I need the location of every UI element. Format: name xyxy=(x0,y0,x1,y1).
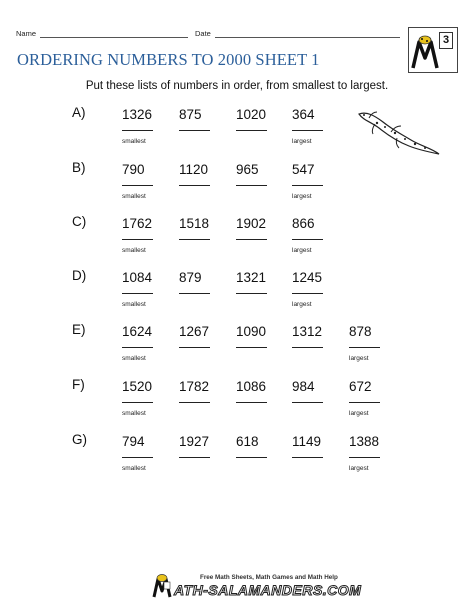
number-cell: 1518 xyxy=(179,216,210,231)
answer-blank[interactable] xyxy=(179,402,210,403)
answer-blank[interactable] xyxy=(236,457,267,458)
number-cell: 866 xyxy=(292,216,315,231)
number-cell: 1927 xyxy=(179,434,210,449)
number-cell: 1086 xyxy=(236,379,267,394)
number-cell: 1312 xyxy=(292,324,323,339)
instruction-text: Put these lists of numbers in order, from smallest to largest. xyxy=(85,80,389,92)
number-cell: 1388 xyxy=(349,434,380,449)
smallest-label: smallest xyxy=(122,301,146,308)
smallest-label: smallest xyxy=(122,355,146,362)
number-cell: 879 xyxy=(179,270,202,285)
row-label: B) xyxy=(72,160,86,175)
number-cell: 1520 xyxy=(122,379,153,394)
answer-blank[interactable] xyxy=(122,185,153,186)
answer-blank[interactable] xyxy=(236,347,267,348)
largest-label: largest xyxy=(349,355,369,362)
grade-number: 3 xyxy=(439,32,453,49)
problem-row-d xyxy=(0,270,474,322)
number-cell: 794 xyxy=(122,434,145,449)
number-cell: 875 xyxy=(179,107,202,122)
largest-label: largest xyxy=(349,465,369,472)
number-cell: 1321 xyxy=(236,270,267,285)
answer-blank[interactable] xyxy=(122,239,153,240)
number-cell: 1120 xyxy=(179,162,209,177)
answer-blank[interactable] xyxy=(349,402,380,403)
problem-row-c xyxy=(0,216,474,268)
answer-blank[interactable] xyxy=(179,293,210,294)
answer-blank[interactable] xyxy=(236,293,267,294)
answer-blank[interactable] xyxy=(349,347,380,348)
answer-blank[interactable] xyxy=(292,293,323,294)
smallest-label: smallest xyxy=(122,465,146,472)
largest-label: largest xyxy=(292,193,312,200)
number-cell: 1090 xyxy=(236,324,267,339)
number-cell: 672 xyxy=(349,379,372,394)
answer-blank[interactable] xyxy=(292,130,323,131)
answer-blank[interactable] xyxy=(122,130,153,131)
number-cell: 790 xyxy=(122,162,145,177)
worksheet-title: ORDERING NUMBERS TO 2000 SHEET 1 xyxy=(17,50,320,69)
grade-logo xyxy=(408,27,458,73)
largest-label: largest xyxy=(292,138,312,145)
largest-label: largest xyxy=(292,301,312,308)
answer-blank[interactable] xyxy=(292,457,323,458)
problem-row-a xyxy=(0,107,474,159)
answer-blank[interactable] xyxy=(179,347,210,348)
answer-blank[interactable] xyxy=(292,347,323,348)
footer-tagline: Free Math Sheets, Math Games and Math Help xyxy=(200,574,338,581)
row-label: F) xyxy=(72,377,85,392)
answer-blank[interactable] xyxy=(292,239,323,240)
number-cell: 1149 xyxy=(292,434,322,449)
row-label: D) xyxy=(72,268,87,283)
number-cell: 1326 xyxy=(122,107,153,122)
number-cell: 1267 xyxy=(179,324,210,339)
answer-blank[interactable] xyxy=(179,185,210,186)
row-label: C) xyxy=(72,214,87,229)
answer-blank[interactable] xyxy=(292,402,323,403)
footer-salamander-icon xyxy=(151,573,173,599)
answer-blank[interactable] xyxy=(349,457,380,458)
number-cell: 1782 xyxy=(179,379,210,394)
number-cell: 364 xyxy=(292,107,315,122)
answer-blank[interactable] xyxy=(179,239,210,240)
number-cell: 984 xyxy=(292,379,315,394)
answer-blank[interactable] xyxy=(236,239,267,240)
row-label: G) xyxy=(72,432,87,447)
problem-row-b xyxy=(0,162,474,214)
problem-row-g xyxy=(0,434,474,486)
answer-blank[interactable] xyxy=(292,185,323,186)
smallest-label: smallest xyxy=(122,138,146,145)
date-label: Date xyxy=(195,29,211,38)
problem-row-e xyxy=(0,324,474,376)
number-cell: 965 xyxy=(236,162,259,177)
answer-blank[interactable] xyxy=(122,293,153,294)
answer-blank[interactable] xyxy=(122,402,153,403)
answer-blank[interactable] xyxy=(236,185,267,186)
row-label: E) xyxy=(72,322,86,337)
name-line xyxy=(40,37,188,38)
row-label: A) xyxy=(72,105,86,120)
number-cell: 1762 xyxy=(122,216,153,231)
answer-blank[interactable] xyxy=(122,457,153,458)
largest-label: largest xyxy=(349,410,369,417)
answer-blank[interactable] xyxy=(236,130,267,131)
answer-blank[interactable] xyxy=(122,347,153,348)
number-cell: 1245 xyxy=(292,270,323,285)
date-line xyxy=(215,37,400,38)
number-cell: 547 xyxy=(292,162,315,177)
largest-label: largest xyxy=(292,247,312,254)
number-cell: 1084 xyxy=(122,270,153,285)
answer-blank[interactable] xyxy=(179,457,210,458)
number-cell: 618 xyxy=(236,434,259,449)
footer-brand-link[interactable]: ATH-SALAMANDERS.COM xyxy=(174,582,362,598)
name-label: Name xyxy=(16,29,37,38)
answer-blank[interactable] xyxy=(236,402,267,403)
smallest-label: smallest xyxy=(122,193,146,200)
problem-row-f xyxy=(0,379,474,431)
number-cell: 1902 xyxy=(236,216,267,231)
smallest-label: smallest xyxy=(122,247,146,254)
number-cell: 878 xyxy=(349,324,372,339)
answer-blank[interactable] xyxy=(179,130,210,131)
number-cell: 1624 xyxy=(122,324,153,339)
number-cell: 1020 xyxy=(236,107,267,122)
smallest-label: smallest xyxy=(122,410,146,417)
